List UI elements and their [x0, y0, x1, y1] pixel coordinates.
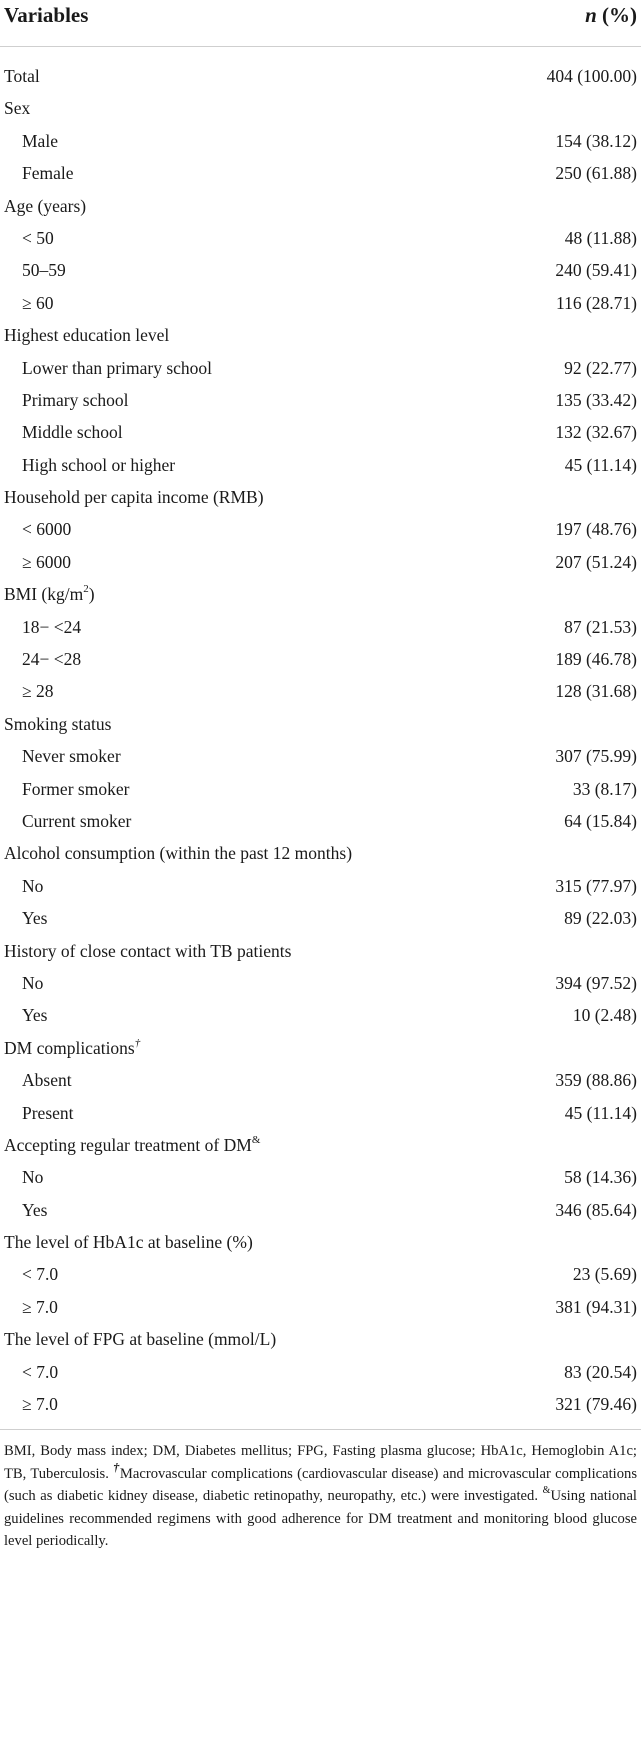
- table-row: [0, 513, 641, 545]
- table-row: [0, 384, 641, 416]
- row-value: 45 (11.14): [564, 1102, 637, 1123]
- table-row: [0, 870, 641, 902]
- row-label: High school or higher: [22, 454, 176, 475]
- table-row: [0, 1097, 641, 1129]
- table-row-category: [0, 708, 641, 740]
- row-value: 381 (94.31): [555, 1296, 637, 1317]
- bmi-label-text: BMI (kg/m: [4, 584, 84, 605]
- row-value: 404 (100.00): [546, 66, 637, 86]
- footnote-abbreviations: BMI, Body mass index; DM, Diabetes mellitus; FPG, Fasting plasma glucose; HbA1c, Hemoglobin A1c; TB, Tuberculosis.: [4, 1443, 637, 1482]
- row-label: Alcohol consumption (within the past 12 months): [4, 843, 353, 864]
- row-label: No: [22, 875, 44, 896]
- table-body: [0, 47, 641, 1420]
- row-value: 128 (31.68): [555, 681, 637, 702]
- row-value: 83 (20.54): [564, 1361, 637, 1382]
- row-value: 45 (11.14): [564, 454, 637, 475]
- row-value: 189 (46.78): [555, 649, 637, 670]
- row-label: 18− <24: [22, 616, 82, 637]
- bmi-label-close: ): [88, 584, 95, 605]
- table-row: [0, 416, 641, 448]
- table-row: [0, 611, 641, 643]
- row-value: 240 (59.41): [555, 260, 637, 281]
- ampersand-mark: &: [251, 1134, 261, 1147]
- row-label: Total: [4, 66, 40, 86]
- row-label: < 7.0: [22, 1264, 59, 1285]
- table-row: [0, 125, 641, 157]
- row-label: Yes: [22, 908, 48, 929]
- table-row-total: [0, 60, 641, 92]
- row-label: History of close contact with TB patients: [4, 940, 292, 961]
- row-label: The level of HbA1c at baseline (%): [4, 1232, 253, 1253]
- row-value: 132 (32.67): [555, 422, 637, 443]
- table-row: [0, 675, 641, 707]
- row-label: Never smoker: [22, 746, 121, 767]
- row-label: Present: [22, 1102, 74, 1123]
- row-label: [4, 1129, 260, 1161]
- row-label: Female: [22, 163, 74, 184]
- row-value: 116 (28.71): [555, 292, 637, 313]
- table-row: [0, 352, 641, 384]
- row-value: 89 (22.03): [564, 908, 637, 929]
- table-row-category: [0, 837, 641, 869]
- row-label: < 7.0: [22, 1361, 59, 1382]
- row-value: 33 (8.17): [572, 778, 637, 799]
- table-row: [0, 967, 641, 999]
- row-label: Primary school: [22, 389, 129, 410]
- row-label: No: [22, 972, 44, 993]
- row-value: 346 (85.64): [555, 1199, 637, 1220]
- row-label: Absent: [22, 1070, 72, 1091]
- table-row: [0, 1388, 641, 1420]
- header-percent: (%): [596, 3, 637, 27]
- row-value: 250 (61.88): [555, 163, 637, 184]
- row-label: The level of FPG at baseline (mmol/L): [4, 1329, 277, 1350]
- table-row-category: [0, 1323, 641, 1355]
- dagger-mark: †: [134, 1036, 141, 1049]
- row-label: Sex: [4, 98, 31, 119]
- dm-complications-text: DM complications: [4, 1037, 135, 1058]
- row-label: Age (years): [4, 195, 87, 216]
- header-variables: Variables: [4, 3, 89, 27]
- table-row: [0, 1064, 641, 1096]
- table-row: [0, 1291, 641, 1323]
- row-label: Household per capita income (RMB): [4, 487, 264, 508]
- row-label: Middle school: [22, 422, 123, 443]
- table-row-category: [0, 1129, 641, 1161]
- footnote-ampersand-mark: &: [542, 1485, 551, 1497]
- table-row: [0, 546, 641, 578]
- table-row-category: [0, 1032, 641, 1064]
- row-label: ≥ 60: [22, 292, 54, 313]
- table-footnote: [4, 1440, 637, 1553]
- regular-treatment-text: Accepting regular treatment of DM: [4, 1134, 252, 1155]
- table-row: [0, 1194, 641, 1226]
- row-label: Current smoker: [22, 810, 132, 831]
- row-value: 321 (79.46): [555, 1394, 637, 1415]
- row-label: Former smoker: [22, 778, 130, 799]
- row-label: Highest education level: [4, 325, 170, 346]
- table-row-category: [0, 1226, 641, 1258]
- row-label: [4, 1032, 140, 1064]
- table-row: [0, 287, 641, 319]
- table-row-category: [0, 481, 641, 513]
- table-bottom-rule: [0, 1429, 641, 1430]
- table-row: [0, 222, 641, 254]
- row-value: 135 (33.42): [555, 389, 637, 410]
- row-label: ≥ 7.0: [22, 1296, 58, 1317]
- footnote-ampersand-text: Using national guidelines recommended regimens with good adherence for DM treatment and monitoring blood glucose level periodically.: [4, 1488, 637, 1549]
- row-label: ≥ 6000: [22, 551, 71, 572]
- row-label: 50–59: [22, 260, 66, 281]
- table-row: [0, 643, 641, 675]
- table-row: [0, 902, 641, 934]
- header-n-percent: [585, 3, 637, 28]
- row-value: 154 (38.12): [555, 130, 637, 151]
- table-row: [0, 999, 641, 1031]
- row-value: 10 (2.48): [572, 1005, 637, 1026]
- superscript: 2: [83, 583, 89, 596]
- table-row-category: [0, 319, 641, 351]
- row-value: 23 (5.69): [572, 1264, 637, 1285]
- row-label: < 6000: [22, 519, 72, 540]
- row-value: 48 (11.88): [564, 227, 637, 248]
- table-row: [0, 773, 641, 805]
- table-row: [0, 157, 641, 189]
- row-value: 197 (48.76): [555, 519, 637, 540]
- table-row-category: [0, 935, 641, 967]
- table-row-category: [0, 578, 641, 610]
- row-label: Male: [22, 130, 58, 151]
- row-value: 394 (97.52): [555, 972, 637, 993]
- table-row: [0, 449, 641, 481]
- row-label: ≥ 28: [22, 681, 54, 702]
- row-label: No: [22, 1167, 44, 1188]
- table-row: [0, 805, 641, 837]
- table-row-category: [0, 190, 641, 222]
- table-row-category: [0, 92, 641, 124]
- row-value: 87 (21.53): [564, 616, 637, 637]
- row-label: ≥ 7.0: [22, 1394, 58, 1415]
- row-label: Yes: [22, 1199, 48, 1220]
- row-label: < 50: [22, 227, 54, 248]
- table-header: [0, 0, 641, 47]
- table-row: [0, 254, 641, 286]
- row-value: 315 (77.97): [555, 875, 637, 896]
- table-row: [0, 1161, 641, 1193]
- row-label: Lower than primary school: [22, 357, 213, 378]
- table-row: [0, 1356, 641, 1388]
- table-row: [0, 1258, 641, 1290]
- row-value: 64 (15.84): [564, 810, 637, 831]
- table-row: [0, 740, 641, 772]
- row-value: 92 (22.77): [564, 357, 637, 378]
- row-label: Smoking status: [4, 713, 112, 734]
- row-label: Yes: [22, 1005, 48, 1026]
- row-value: 359 (88.86): [555, 1070, 637, 1091]
- row-value: 58 (14.36): [564, 1167, 637, 1188]
- row-value: 207 (51.24): [555, 551, 637, 572]
- footnote-dagger-text: Macrovascular complications (cardiovascular disease) and microvascular complications (such as diabetic kidney disease, diabetic retinopathy, neuropathy, etc.) were investigated.: [4, 1465, 638, 1504]
- row-label: 24− <28: [22, 649, 82, 670]
- row-value: 307 (75.99): [555, 746, 637, 767]
- row-label: [4, 578, 95, 610]
- header-n: n: [585, 3, 597, 27]
- footnote-dagger-mark: †: [113, 1459, 120, 1474]
